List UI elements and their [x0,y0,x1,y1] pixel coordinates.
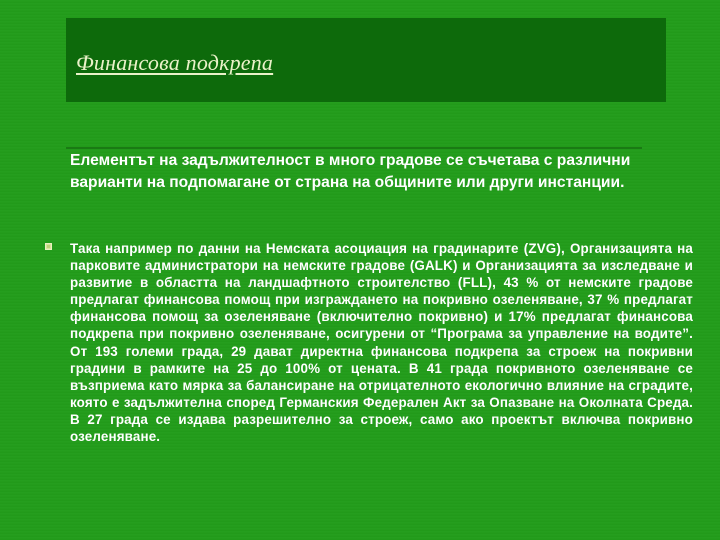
lead-paragraph: Елементът на задължителност в много градове се съчетава с различни варианти на подпомагане от страна на общините или други инстанции. [70,152,631,191]
title-box [66,18,666,102]
slide-title: Финансова подкрепа [76,50,274,75]
square-bullet-icon [45,243,52,250]
divider-line [66,147,642,149]
bullet-paragraph: Така например по данни на Немската асоциация на градинарите (ZVG), Организацията на парковите администратори на немските градове (GALK) и Организацията за изследване и развитие в областта на ландшафтното строителство (FLL), 43 % от немските градове предлагат финансова помощ при изграждането на покривно озеленяване, 37 % предлагат финансова помощ за озеленяване (включително покривно) и 17% предлагат финансова подкрепа при покривно озеленяване, осигурени от “Програма за управление на водите”. От 193 големи града, 29 дават директна финансова подкрепа за строеж на покривни градини в рамките на 25 до 100% от цената. В 41 града покривното озеленяване се възприема като мярка за балансиране на отрицателното екологично влияние на сградите, която е задължителна според Германския Федерален Акт за Опазване на Околната Среда. В 27 града се издава разрешително за строеж, само ако проектът включва покривно озеленяване. [70,241,693,445]
